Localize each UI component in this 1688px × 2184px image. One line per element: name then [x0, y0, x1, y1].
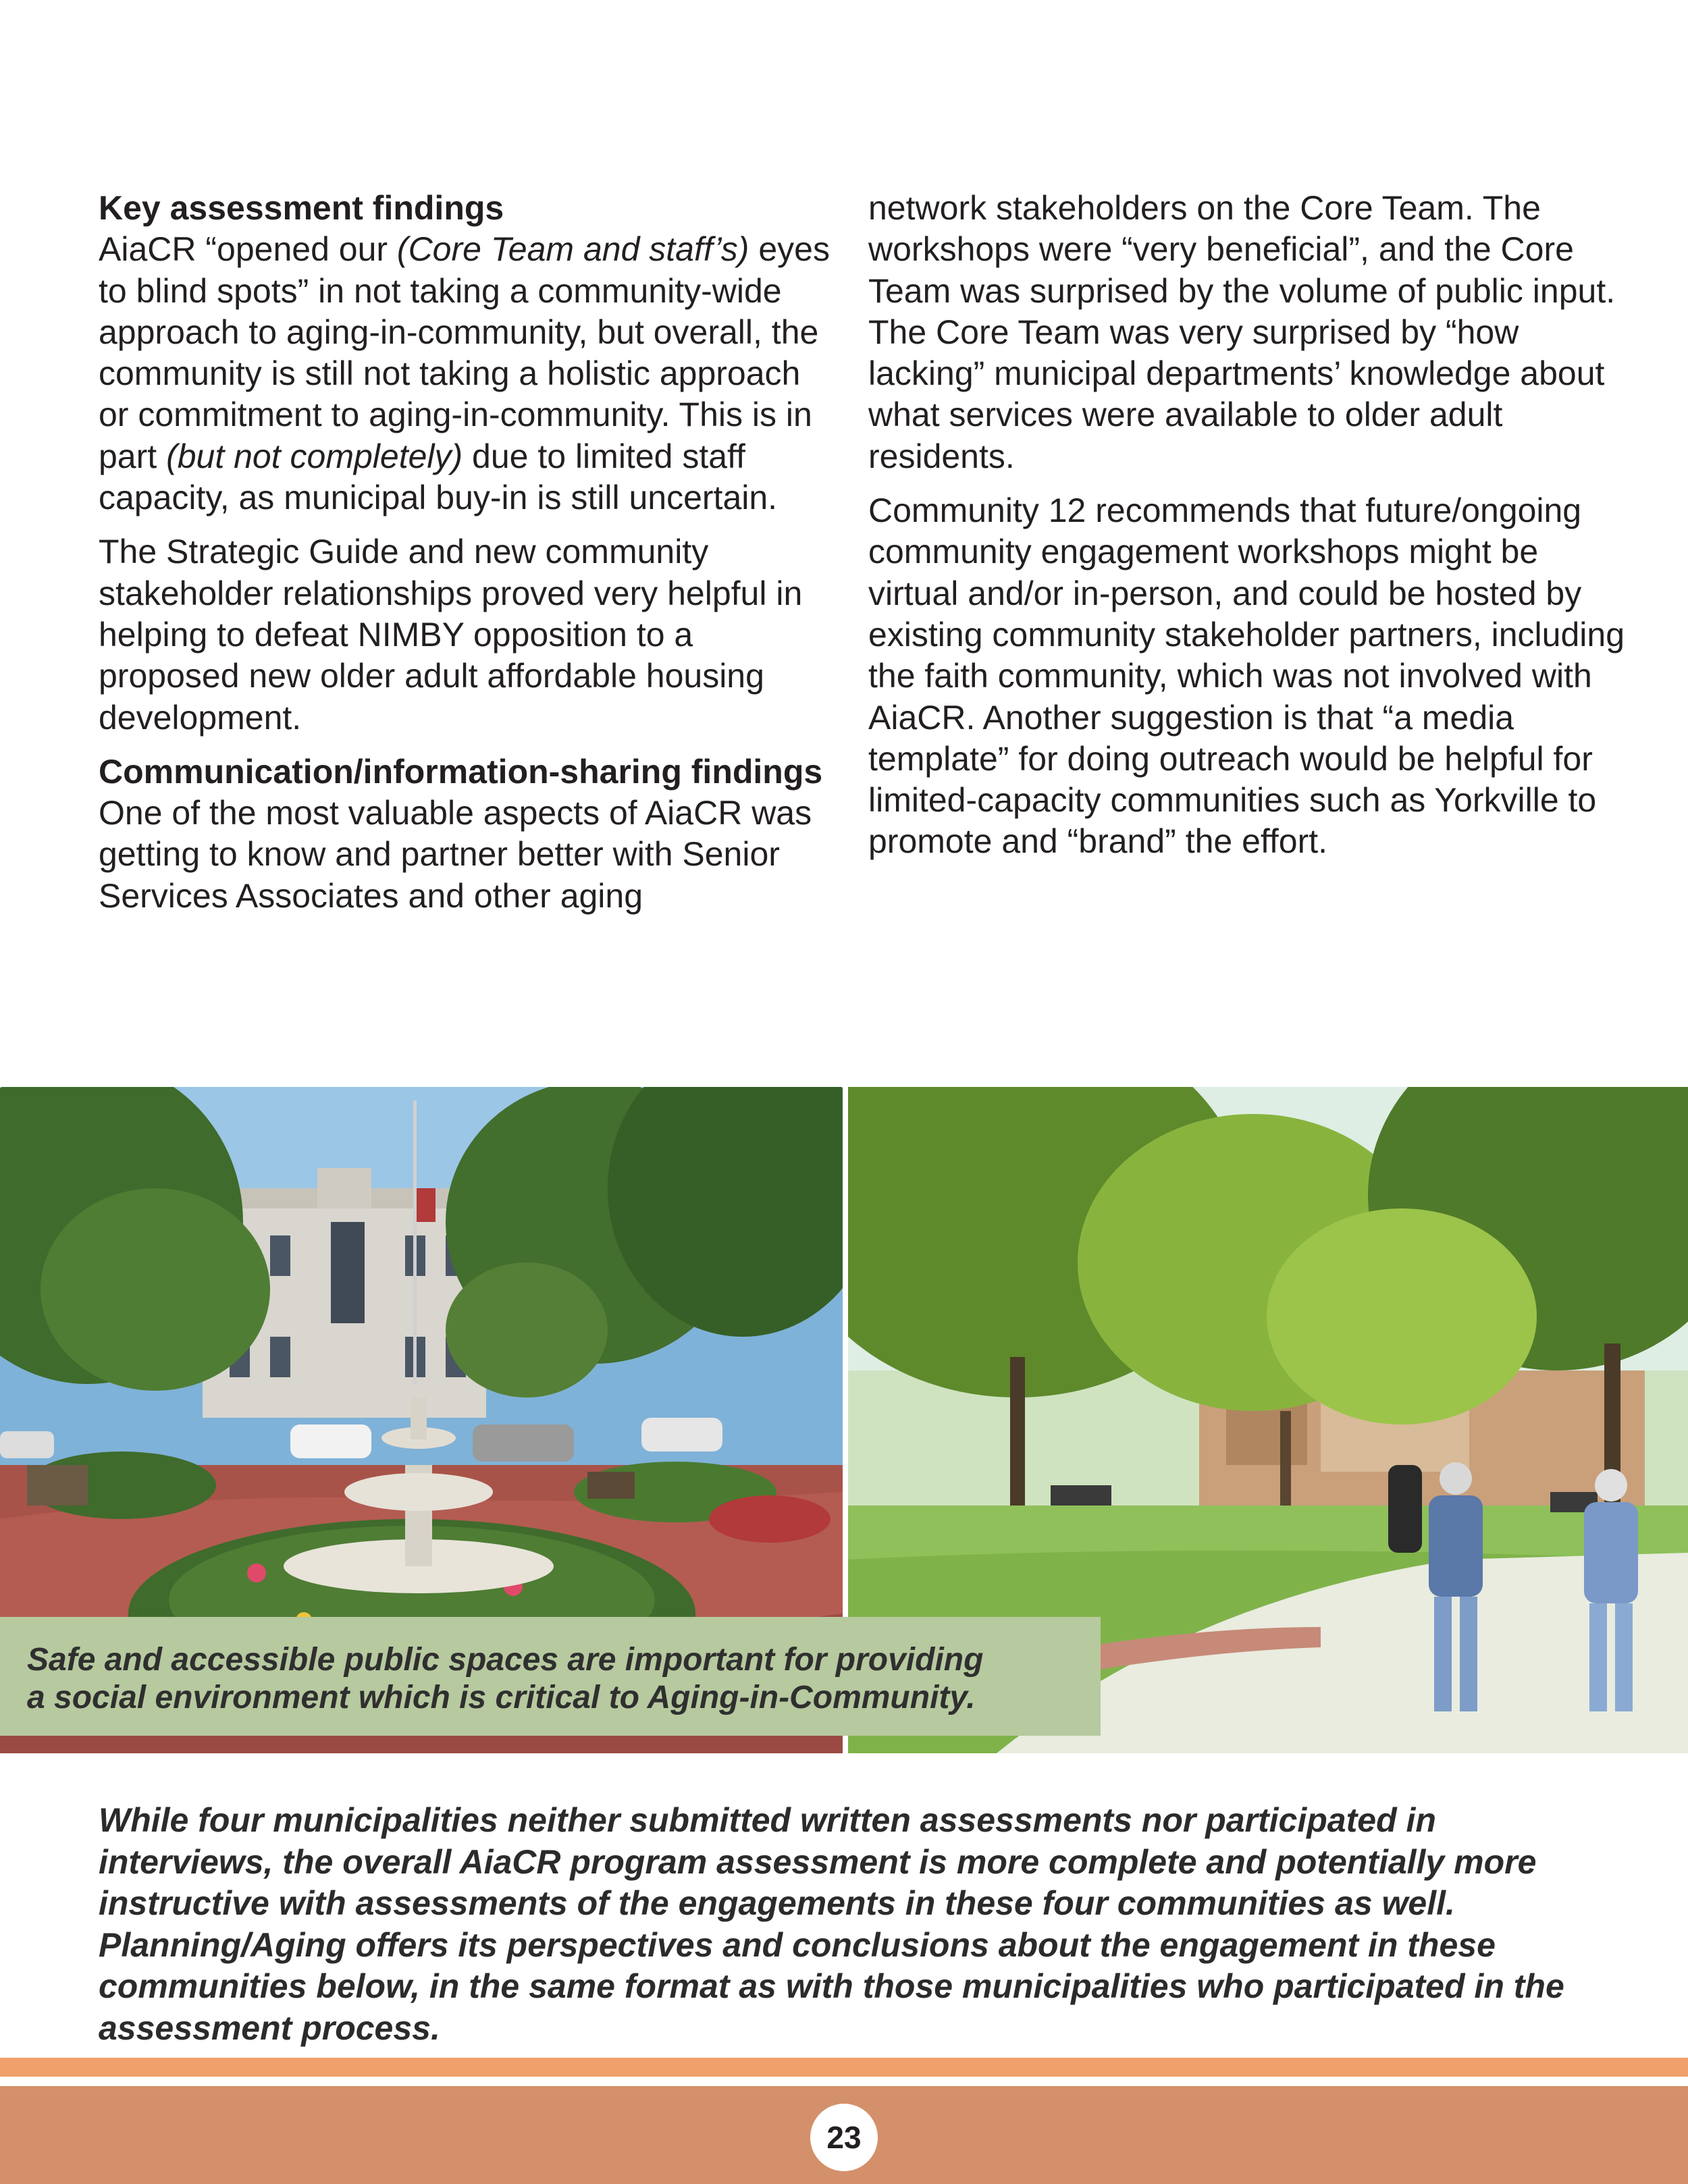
- right-column: [868, 188, 1625, 876]
- communication-heading: Communication/information-sharing findings: [99, 752, 823, 791]
- text-run: eyes to blind spots” in not taking a community-wide approach to aging-in-community, but overall, the community is still not taking a holistic approach or commitment to aging-in-community. This is in part: [99, 230, 830, 475]
- text-run: One of the most valuable aspects of AiaCR was getting to know and partner better with Senior Services Associates and other aging: [99, 794, 812, 915]
- footer-accent-band: [0, 2058, 1688, 2077]
- emphasis-text: (but not completely): [166, 437, 463, 475]
- recommendation-paragraph: Community 12 recommends that future/ongoing community engagement workshops might be virtual and/or in-person, and could be hosted by existing community stakeholder partners, including the faith community, which was not involved with AiaCR. Another suggestion is that “a media template” for doing outreach would be helpful for limited-capacity communities such as Yorkville to promote and “brand” the effort.: [868, 491, 1625, 861]
- communication-paragraph: [99, 751, 835, 917]
- workshops-paragraph: network stakeholders on the Core Team. The workshops were “very beneficial”, and the Core Team was surprised by the volume of public input. The Core Team was very surprised by “how lacking” municipal departments’ knowledge about what services were available to older adult residents.: [868, 189, 1616, 475]
- summary-note: While four municipalities neither submitted written assessments nor participated in interviews, the overall AiaCR program assessment is more complete and potentially more instructive with assessments of the engagements in these four communities as well. Planning/Aging offers its perspectives and conclusions about the engagement in these communities below, in the same format as with those municipalities who participated in the assessment process.: [99, 1801, 1564, 2047]
- text-run: due to limited staff capacity, as municipal buy-in is still uncertain.: [99, 437, 778, 517]
- caption-line-1: Safe and accessible public spaces are important for providing: [27, 1642, 984, 1678]
- left-column: [99, 188, 835, 930]
- text-run: AiaCR “opened our: [99, 230, 397, 269]
- caption-line-2: a social environment which is critical to Aging-in-Community.: [27, 1680, 976, 1715]
- photo-caption: [0, 1617, 1101, 1736]
- assessment-paragraph: [99, 188, 835, 518]
- key-findings-heading: Key assessment findings: [99, 189, 504, 227]
- strategic-guide-paragraph: The Strategic Guide and new community stakeholder relationships proved very helpful in helping to defeat NIMBY opposition to a proposed new older adult affordable housing development.: [99, 533, 803, 737]
- page-number: 23: [810, 2104, 878, 2171]
- emphasis-text: (Core Team and staff’s): [396, 230, 749, 269]
